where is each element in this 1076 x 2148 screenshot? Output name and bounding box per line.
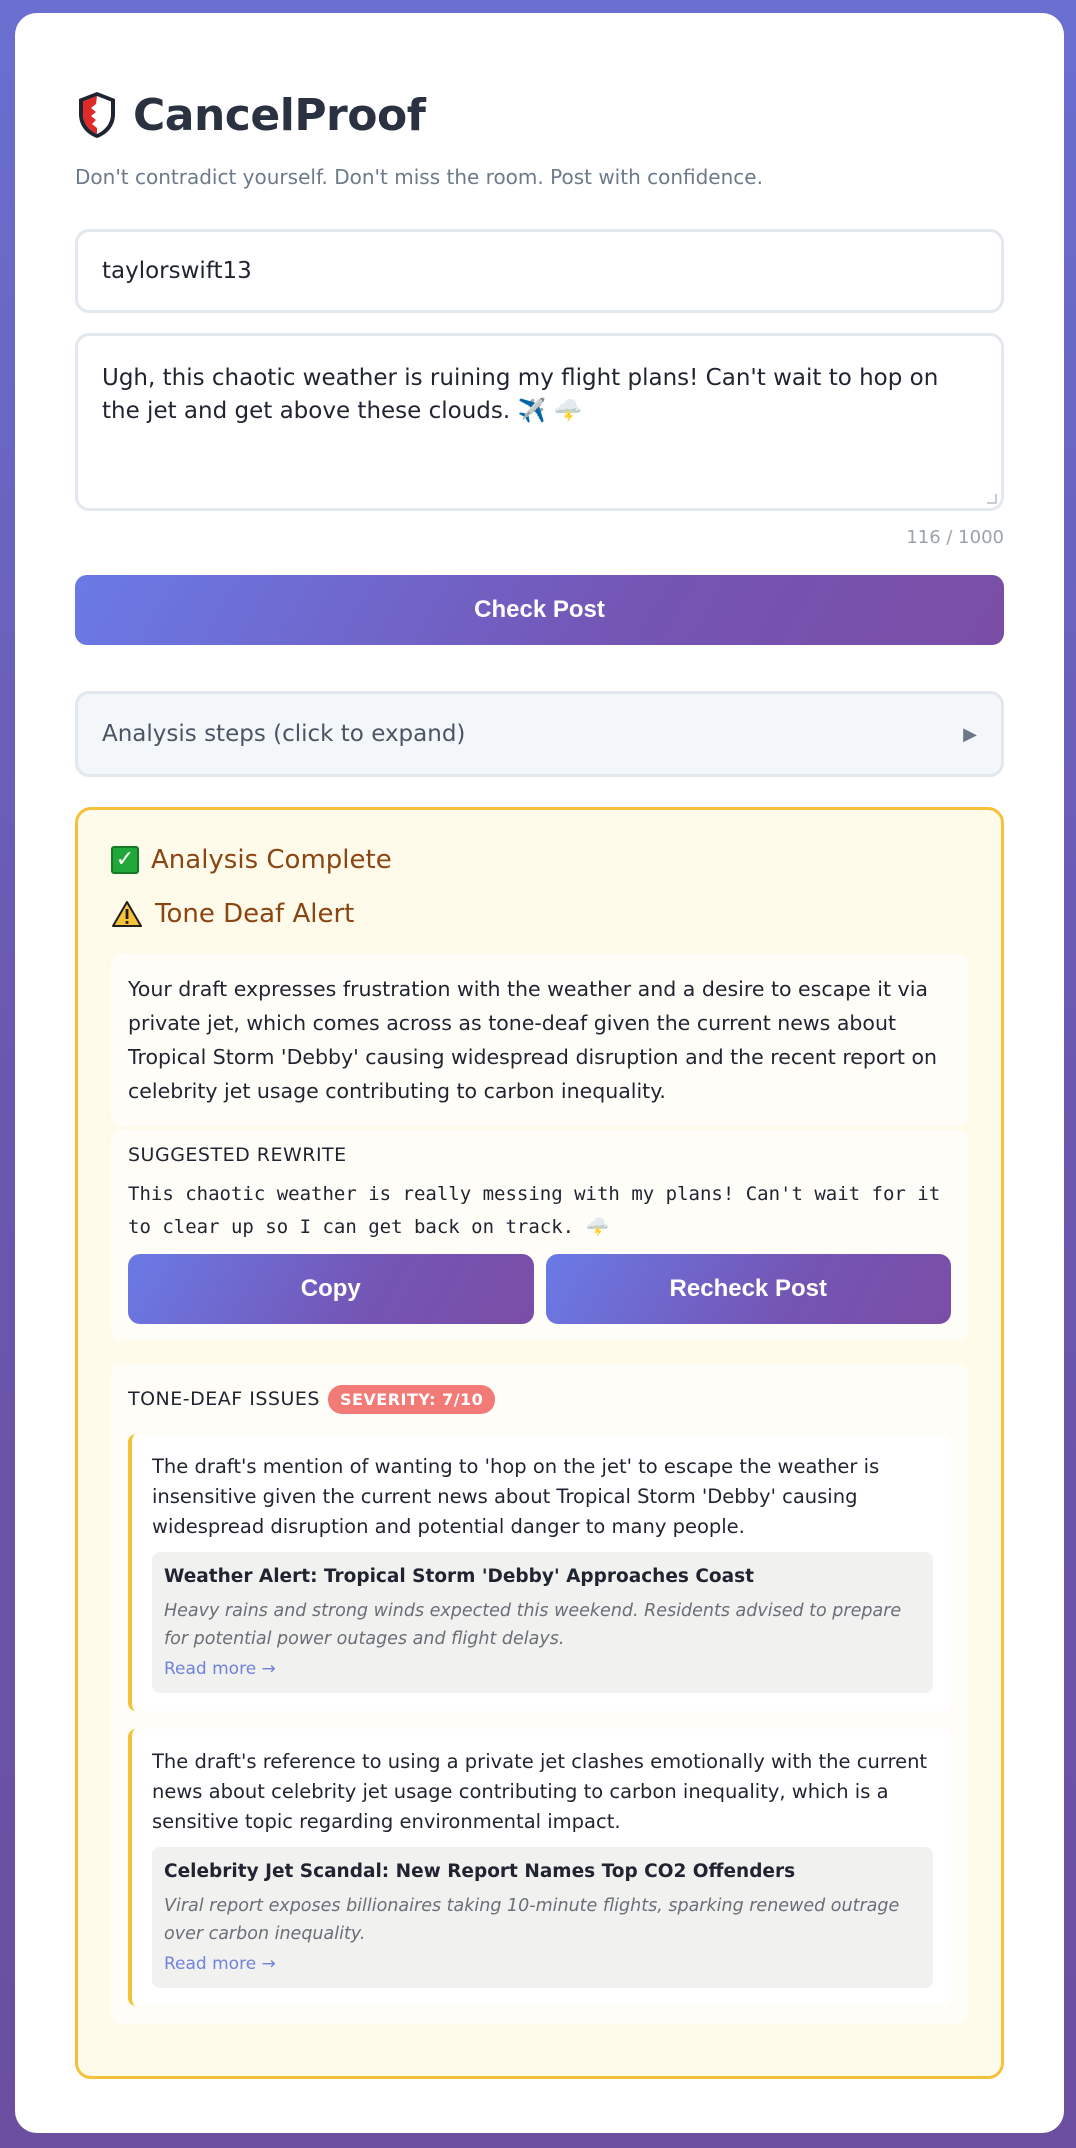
app-title: CancelProof xyxy=(133,89,426,141)
warning-icon xyxy=(111,900,143,928)
news-title: Celebrity Jet Scandal: New Report Names Top CO2 Offenders xyxy=(164,1861,796,1882)
main-card xyxy=(15,13,1064,2133)
status-row xyxy=(111,840,968,880)
issues-header xyxy=(128,1382,951,1416)
checkmark-icon: ✓ xyxy=(111,846,139,874)
draft-text: Ugh, this chaotic weather is ruining my flight plans! Can't wait to hop on the jet and get above these clouds. ✈️ 🌩️ xyxy=(102,365,939,424)
rewrite-label: SUGGESTED REWRITE xyxy=(128,1144,347,1166)
news-card xyxy=(152,1847,933,1988)
recheck-post-button[interactable]: Recheck Post xyxy=(546,1254,952,1324)
result-panel xyxy=(75,807,1004,2079)
draft-textarea[interactable] xyxy=(75,333,1004,511)
news-title: Weather Alert: Tropical Storm 'Debby' Approaches Coast xyxy=(164,1566,754,1587)
rewrite-text: This chaotic weather is really messing with my plans! Can't wait for it to clear up so I can get back on track. 🌩️ xyxy=(128,1183,941,1238)
rewrite-actions xyxy=(128,1254,951,1324)
issues-label: TONE-DEAF ISSUES xyxy=(128,1388,320,1410)
alert-title: Tone Deaf Alert xyxy=(155,899,355,929)
username-input[interactable] xyxy=(75,229,1004,313)
read-more-link[interactable]: Read more → xyxy=(164,1659,276,1679)
analysis-steps-toggle[interactable] xyxy=(75,691,1004,777)
brand-header xyxy=(75,75,1004,155)
news-description: Heavy rains and strong winds expected this weekend. Residents advised to prepare for potential power outages and flight delays. xyxy=(164,1601,902,1649)
username-value: taylorswift13 xyxy=(102,258,252,284)
char-counter: 116 / 1000 xyxy=(906,527,1004,548)
resize-handle-icon[interactable] xyxy=(987,494,997,504)
analysis-steps-label: Analysis steps (click to expand) xyxy=(102,721,466,747)
status-text: Analysis Complete xyxy=(151,845,392,875)
app-subtitle: Don't contradict yourself. Don't miss the room. Post with confidence. xyxy=(75,165,763,189)
issue-card xyxy=(128,1434,951,1711)
shield-icon xyxy=(75,90,119,140)
news-card xyxy=(152,1552,933,1693)
issue-text: The draft's reference to using a private jet clashes emotionally with the current news about celebrity jet usage contributing to carbon inequality, which is a sensitive topic regarding environmental impact. xyxy=(152,1750,928,1833)
alert-row xyxy=(111,894,968,934)
issue-text: The draft's mention of wanting to 'hop on the jet' to escape the weather is insensitive given the current news about Tropical Storm 'Debby' causing widespread disruption and potential danger to many people. xyxy=(152,1455,880,1538)
news-description: Viral report exposes billionaires taking 10-minute flights, sparking renewed outrage over carbon inequality. xyxy=(164,1896,900,1944)
analysis-summary: Your draft expresses frustration with the weather and a desire to escape it via private jet, which comes across as tone-deaf given the current news about Tropical Storm 'Debby' causing widespread disruption and the recent report on celebrity jet usage contributing to carbon inequality. xyxy=(111,954,968,1126)
expand-arrow-icon: ▶ xyxy=(963,723,977,745)
issue-card xyxy=(128,1729,951,2006)
severity-badge: SEVERITY: 7/10 xyxy=(328,1385,495,1414)
copy-button[interactable]: Copy xyxy=(128,1254,534,1324)
read-more-link[interactable]: Read more → xyxy=(164,1954,276,1974)
tone-deaf-issues-section xyxy=(111,1364,968,2024)
check-post-button[interactable]: Check Post xyxy=(75,575,1004,645)
suggested-rewrite-section xyxy=(111,1130,968,1340)
